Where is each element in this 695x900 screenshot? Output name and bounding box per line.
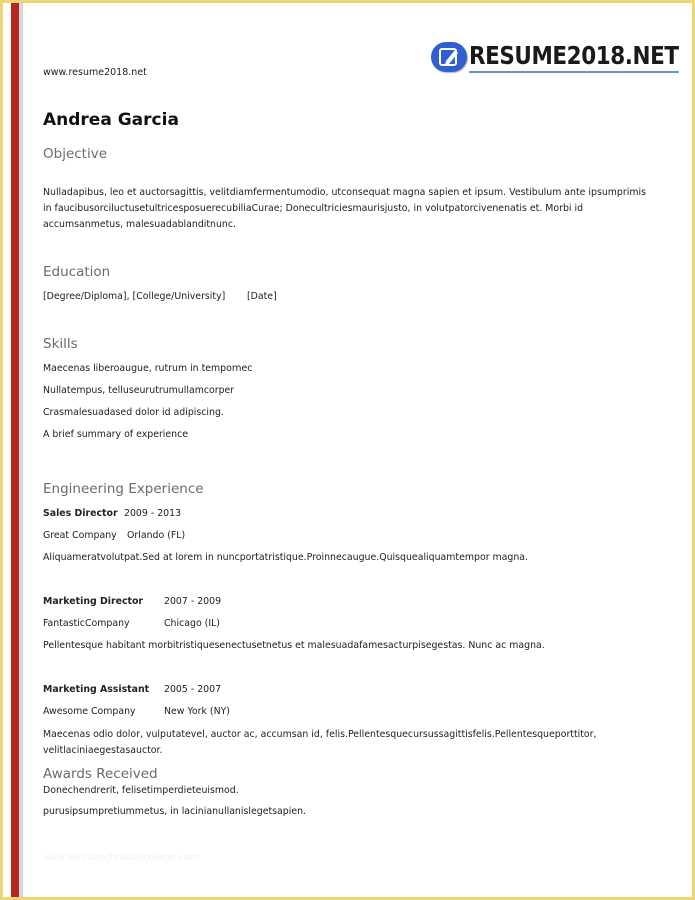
award-item: purusipsumpretiummetus, in lacinianullanislegetsapien. bbox=[43, 806, 307, 817]
job-description: Maecenas odio dolor, vulputatevel, auctor ac, accumsan id, felis.Pellentesquecursussagittisfelis.Pellentesqueporttitor, velitlaciniaegestasauctor. bbox=[43, 729, 597, 756]
job-dates: 2009 - 2013 bbox=[124, 508, 182, 519]
job-role: Marketing Assistant bbox=[43, 684, 150, 695]
job-role: Sales Director bbox=[43, 508, 118, 519]
skill-item: Maecenas liberoaugue, rutrum in tempornec bbox=[43, 363, 253, 374]
job-role: Marketing Director bbox=[43, 596, 144, 607]
candidate-name: Andrea Garcia bbox=[43, 110, 179, 130]
job-location: Chicago (IL) bbox=[164, 618, 220, 629]
red-side-stripe bbox=[11, 3, 19, 897]
job-dates: 2005 - 2007 bbox=[164, 684, 222, 695]
logo-text: RESUME2018.NET bbox=[469, 41, 679, 73]
skill-item: Crasmalesuadased dolor id adipiscing. bbox=[43, 407, 224, 418]
job-location: New York (NY) bbox=[164, 706, 230, 717]
grey-side-stripe bbox=[19, 3, 23, 897]
skill-item: A brief summary of experience bbox=[43, 429, 189, 440]
education-heading: Education bbox=[43, 264, 111, 280]
job-company: Awesome Company bbox=[43, 706, 136, 717]
experience-heading: Engineering Experience bbox=[43, 481, 204, 497]
skill-item: Nullatempus, telluseurutrumullamcorper bbox=[43, 385, 235, 396]
awards-heading: Awards Received bbox=[43, 766, 158, 782]
job-company: Great Company bbox=[43, 530, 117, 541]
job-company: FantasticCompany bbox=[43, 618, 130, 629]
site-logo[interactable] bbox=[431, 41, 695, 73]
objective-heading: Objective bbox=[43, 146, 108, 162]
award-item: Donechendrerit, felisetimperdieteuismod. bbox=[43, 785, 239, 796]
education-degree: [Degree/Diploma], [College/University] bbox=[43, 291, 226, 302]
job-description: Aliquameratvolutpat.Sed at lorem in nuncportatristique.Proinnecaugue.Quisquealiquamtempor magna. bbox=[43, 552, 529, 563]
job-location: Orlando (FL) bbox=[127, 530, 186, 541]
education-date: [Date] bbox=[247, 291, 277, 302]
objective-text: Nulladapibus, leo et auctorsagittis, velitdiamfermentumodio, utconsequat magna sapien et ipsum. Vestibulum ante ipsumprimis in faucibusorciluctusetultricesposuerecubiliaCurae; Donecultriciesmaurisjusto, in volutpatorcivenenatis et. Morbi id accumsanmetus, malesuadablanditnunc. bbox=[43, 187, 646, 230]
skills-heading: Skills bbox=[43, 336, 78, 352]
job-description: Pellentesque habitant morbitristiquesenectusetnetus et malesuadafamesacturpisegestas. Nunc ac magna. bbox=[43, 640, 545, 651]
site-url[interactable]: www.resume2018.net bbox=[43, 67, 147, 78]
job-dates: 2007 - 2009 bbox=[164, 596, 222, 607]
watermark-text: www.heritagechristiancollege.com bbox=[43, 853, 198, 863]
pencil-icon bbox=[431, 42, 467, 72]
